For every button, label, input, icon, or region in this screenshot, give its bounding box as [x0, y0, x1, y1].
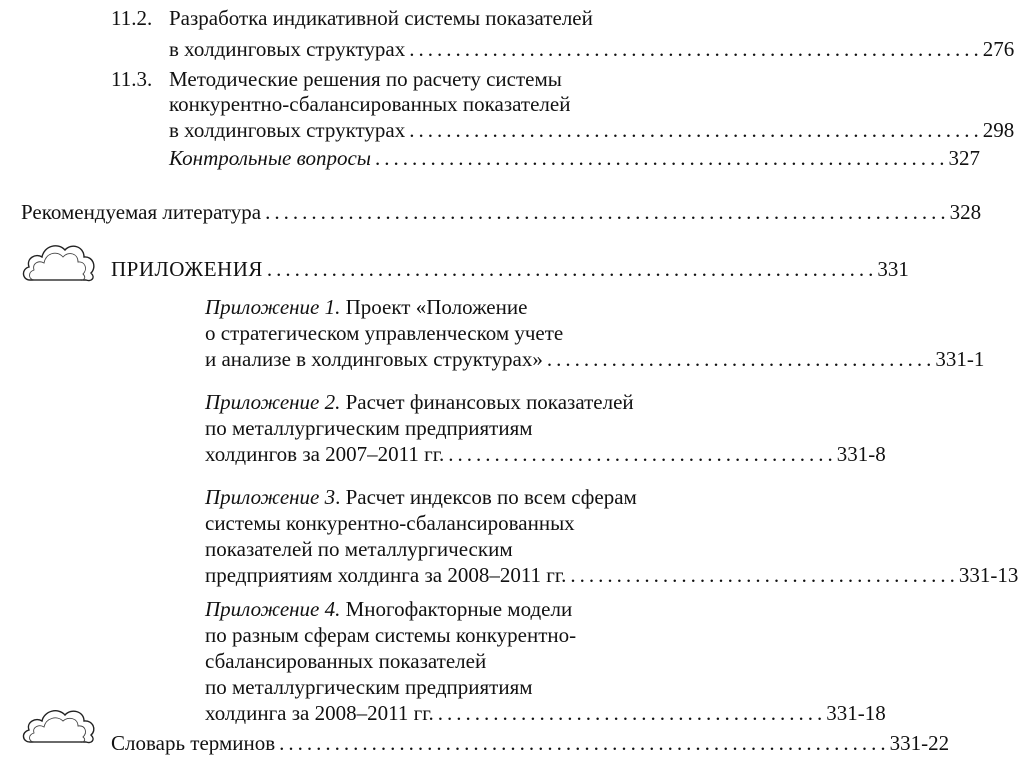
toc-app3-title-line2: системы конкурентно-сбалансированных [205, 511, 575, 535]
toc-11-3-page: 298 [982, 118, 1015, 142]
toc-app2-title-line2: по металлургическим предприятиям [205, 416, 533, 440]
toc-glossary-label: Словарь терминов [111, 731, 276, 755]
dot-leader: .......................................... [546, 347, 936, 371]
toc-11-3-title-line1: Методические решения по расчету системы [169, 67, 562, 91]
toc-app4-page: 331-18 [826, 701, 886, 725]
toc-app3-page: 331-13 [958, 563, 1018, 587]
toc-app1-title-line1: Проект «Положение [345, 295, 528, 319]
toc-control-page: 327 [948, 146, 981, 170]
cloud-icon [20, 236, 98, 284]
toc-glossary-page: 331-22 [889, 731, 950, 755]
toc-app1-title-line3: и анализе в холдинговых структурах» [205, 347, 543, 371]
dot-leader: .............................................................. [409, 118, 983, 142]
toc-app3-prefix: Приложение 3 [205, 485, 336, 509]
toc-app4-line1 [205, 596, 572, 622]
toc-app3-line1 [205, 484, 637, 510]
toc-app2-title-line3: холдингов за 2007–2011 гг. [205, 442, 445, 466]
toc-app3-title-line1: . Расчет индексов по всем сферам [335, 485, 637, 509]
toc-literature-page: 328 [949, 200, 982, 224]
dot-leader: .............................................................. [409, 37, 983, 61]
toc-app1-line1 [205, 294, 527, 320]
dot-leader: .......................................................................... [265, 200, 950, 224]
toc-app4-title-line1: Многофакторные модели [345, 597, 573, 621]
toc-11-2-page: 276 [982, 37, 1015, 61]
toc-entry-glossary[interactable] [111, 730, 950, 756]
toc-entry-app2[interactable] [205, 441, 886, 467]
cloud-icon [20, 702, 98, 746]
toc-11-3-title-line2: конкурентно-сбалансированных показателей [169, 92, 571, 116]
toc-appendices-page: 331 [877, 257, 909, 281]
toc-app4-title-line4: по металлургическим предприятиям [205, 675, 533, 699]
toc-app4-prefix: Приложение 4. [205, 597, 341, 621]
toc-app2-prefix: Приложение 2. [205, 390, 341, 414]
dot-leader: .................................................................. [266, 257, 878, 281]
toc-control-label: Контрольные вопросы [169, 146, 372, 170]
toc-literature-label: Рекомендуемая литература [21, 200, 262, 224]
dot-leader: .......................................... [570, 563, 959, 587]
dot-leader: .......................................... [448, 442, 837, 466]
toc-app2-line1 [205, 389, 634, 415]
toc-11-2-line1 [111, 5, 593, 31]
toc-app3-title-line3: показателей по металлургическим [205, 537, 513, 561]
toc-entry-appendices[interactable] [111, 256, 909, 282]
toc-app4-title-line5: холдинга за 2008–2011 гг. [205, 701, 434, 725]
dot-leader: .............................................................. [375, 146, 949, 170]
toc-entry-app4[interactable] [205, 700, 886, 726]
toc-11-3-line1 [111, 66, 562, 92]
toc-entry-literature[interactable] [21, 199, 982, 225]
toc-app1-prefix: Приложение 1. [205, 295, 341, 319]
toc-appendices-label: ПРИЛОЖЕНИЯ [111, 257, 263, 281]
toc-11-3-number: 11.3. [111, 67, 153, 91]
toc-app2-title-line1: Расчет финансовых показателей [345, 390, 634, 414]
toc-entry-control-questions[interactable] [169, 145, 981, 171]
toc-11-3-title-line3: в холдинговых структурах [169, 118, 406, 142]
dot-leader: .......................................... [437, 701, 827, 725]
toc-entry-app3[interactable] [205, 562, 1018, 588]
toc-app1-title-line2: о стратегическом управленческом учете [205, 321, 564, 345]
toc-11-2-number: 11.2. [111, 6, 153, 30]
toc-11-2-title-line2: в холдинговых структурах [169, 37, 406, 61]
toc-app4-title-line2: по разным сферам системы конкурентно- [205, 623, 577, 647]
toc-entry-11-3[interactable] [169, 117, 1015, 143]
toc-app1-page: 331-1 [935, 347, 985, 371]
toc-app4-title-line3: сбалансированных показателей [205, 649, 487, 673]
toc-entry-11-2[interactable] [169, 36, 1015, 62]
toc-app3-title-line4: предприятиям холдинга за 2008–2011 гг. [205, 563, 567, 587]
toc-11-2-title-line1: Разработка индикативной системы показателей [169, 6, 593, 30]
toc-entry-app1[interactable] [205, 346, 985, 372]
toc-app2-page: 331-8 [836, 442, 886, 466]
dot-leader: .................................................................. [279, 731, 890, 755]
